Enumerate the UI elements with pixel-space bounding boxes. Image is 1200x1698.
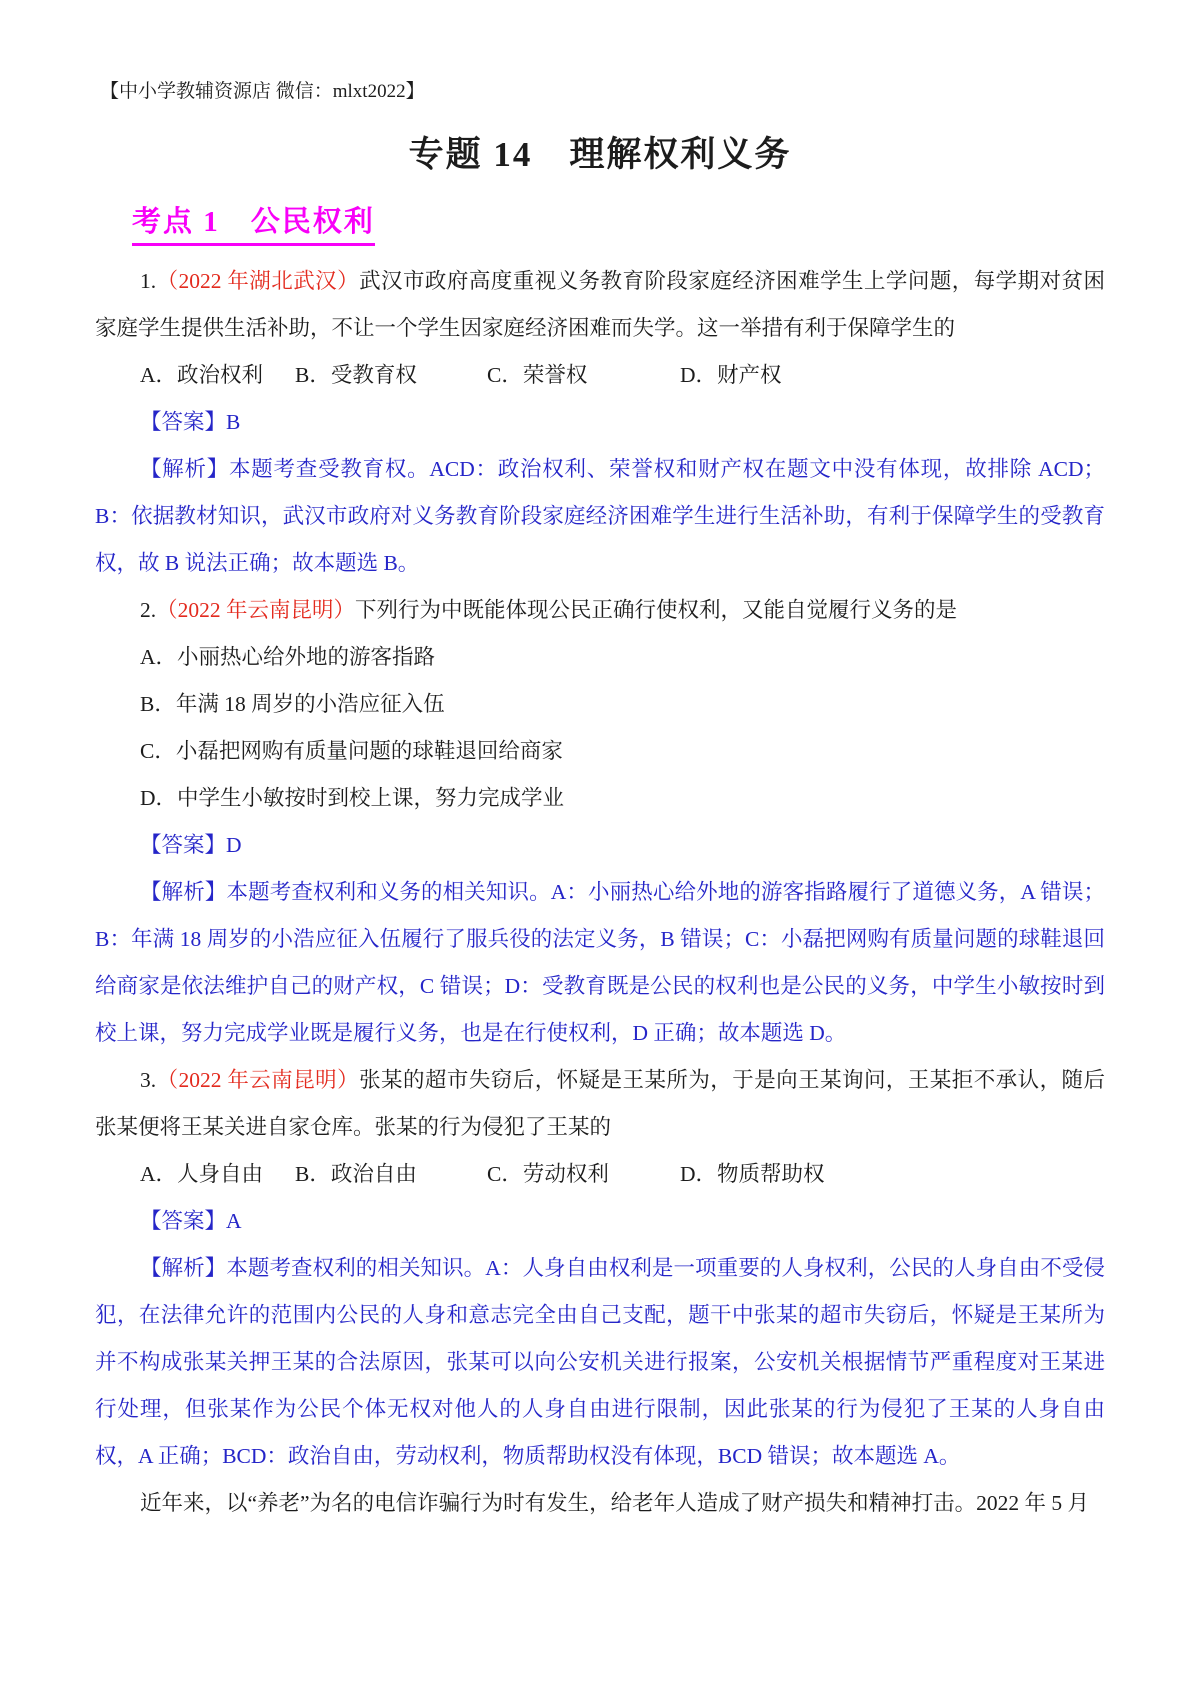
options-row-3: [95, 1151, 1105, 1198]
question-source: （2022 年湖北武汉）: [156, 269, 360, 293]
topic-heading: [132, 199, 1200, 246]
option-a: A．政治权利: [140, 363, 264, 387]
option-d: D．中学生小敏按时到校上课，努力完成学业: [140, 786, 565, 810]
question-source: （2022 年云南昆明）: [156, 598, 356, 622]
option-a: A．人身自由: [140, 1162, 264, 1186]
question-block-1: [95, 258, 1105, 587]
doc-title: 专题 14 理解权利义务: [408, 135, 792, 174]
store-watermark: 【中小学教辅资源店 微信：mlxt2022】: [100, 81, 425, 102]
analysis-paragraph-3: 【解析】本题考查权利的相关知识。A：人身自由权利是一项重要的人身权利，公民的人身自由不受侵犯，在法律允许的范围内公民的人身和意志完全由自己支配，题干中张某的超市失窃后，怀疑是王某所为并不构成张某关押王某的合法原因，张某可以向公安机关进行报案，公安机关根据情节严重程度对王某进行处理，但张某作为公民个体无权对他人的人身自由进行限制，因此张某的行为侵犯了王某的人身自由权，A 正确；BCD：政治自由，劳动权利，物质帮助权没有体现，BCD 错误；故本题选 A。: [95, 1256, 1105, 1468]
question-text: 武汉市政府高度重视义务教育阶段家庭经济困难学生上学问题，每学期对贫困家庭学生提供生活补助，不让一个学生因家庭经济困难而失学。这一举措有利于保障学生的: [95, 269, 1105, 340]
options-row-1: [95, 352, 1105, 399]
question-text: 张某的超市失窃后，怀疑是王某所为，于是向王某询问，王某拒不承认，随后张某便将王某关进自家仓库。张某的行为侵犯了王某的: [95, 1068, 1105, 1139]
option-b: B．受教育权: [295, 363, 417, 387]
topic-heading-text: 考点 1 公民权利: [132, 199, 375, 246]
question-number: 1.: [140, 269, 157, 293]
question-stem-2: [95, 587, 1105, 634]
option-c: C．劳动权利: [487, 1162, 609, 1186]
question-source: （2022 年云南昆明）: [156, 1068, 360, 1092]
option-d: D．财产权: [680, 363, 782, 387]
option-c: C．小磊把网购有质量问题的球鞋退回给商家: [140, 739, 563, 763]
option-d: D．物质帮助权: [680, 1162, 825, 1186]
answer-line-3: 【答案】A: [140, 1209, 242, 1233]
question-stem-1: [95, 258, 1105, 352]
closing-paragraph: 近年来，以“养老”为名的电信诈骗行为时有发生，给老年人造成了财产损失和精神打击。2022 年 5 月: [140, 1491, 1089, 1515]
option-b: B．政治自由: [295, 1162, 417, 1186]
analysis-paragraph-2: 【解析】本题考查权利和义务的相关知识。A：小丽热心给外地的游客指路履行了道德义务，A 错误；B：年满 18 周岁的小浩应征入伍履行了服兵役的法定义务，B 错误；C：小磊把网购有质量问题的球鞋退回给商家是依法维护自己的财产权，C 错误；D：受教育既是公民的权利也是公民的义务，中学生小敏按时到校上课，努力完成学业既是履行义务，也是在行使权利，D 正确；故本题选 D。: [95, 880, 1105, 1045]
question-block-3: [95, 1057, 1105, 1480]
option-c: C．荣誉权: [487, 363, 588, 387]
doc-body: [95, 258, 1105, 1527]
analysis-paragraph-1: 【解析】本题考查受教育权。ACD：政治权利、荣誉权和财产权在题文中没有体现，故排除 ACD；B：依据教材知识，武汉市政府对义务教育阶段家庭经济困难学生进行生活补助，有利于保障学生的受教育权，故 B 说法正确；故本题选 B。: [95, 457, 1105, 575]
question-text: 下列行为中既能体现公民正确行使权利，又能自觉履行义务的是: [355, 598, 958, 622]
question-number: 3.: [140, 1068, 157, 1092]
question-number: 2.: [140, 598, 157, 622]
question-stem-3: [95, 1057, 1105, 1151]
option-b: B．年满 18 周岁的小浩应征入伍: [140, 692, 445, 716]
answer-line-1: 【答案】B: [140, 410, 241, 434]
question-block-2: [95, 587, 1105, 1057]
answer-line-2: 【答案】D: [140, 833, 242, 857]
option-a: A．小丽热心给外地的游客指路: [140, 645, 436, 669]
